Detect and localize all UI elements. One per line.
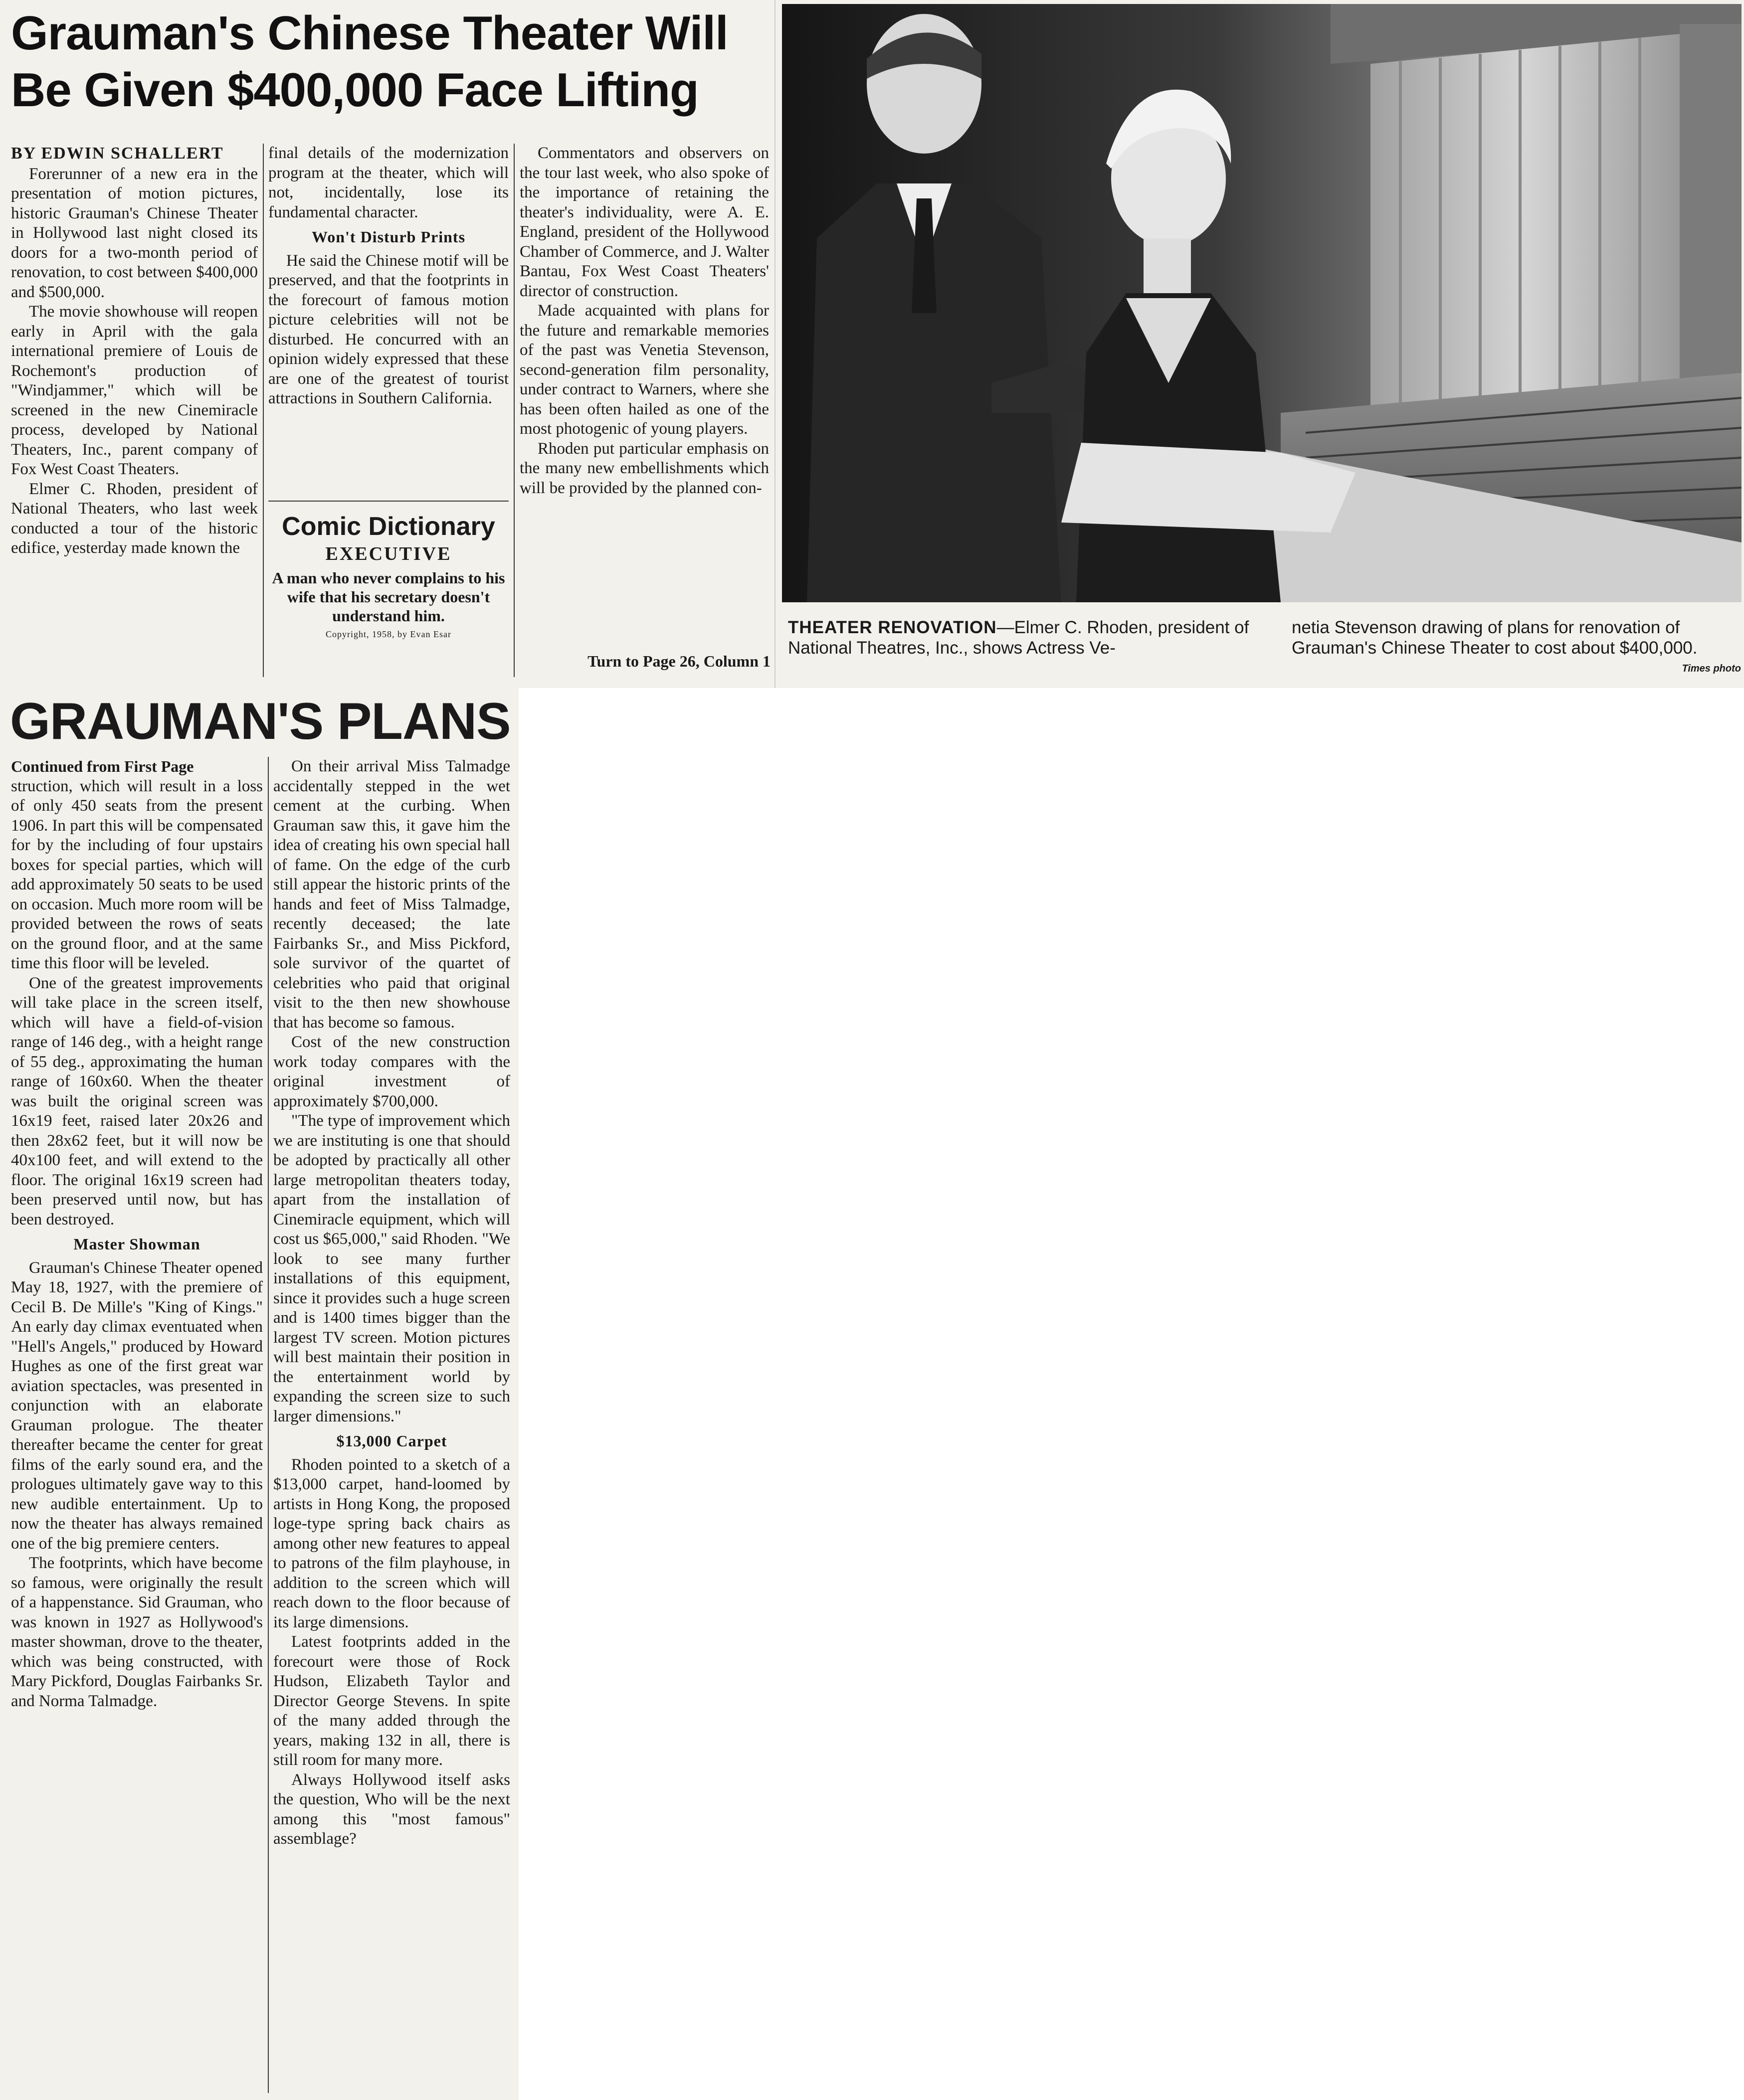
paragraph: struction, which will result in a loss of only 450 seats from the present 1906. In part this will be compensated for by the including of four upstairs boxes for special parties, which will add approximately 50 seats to be used on occasion. Much more room will be provided between the rows of seats on the ground floor, and at the same time this floor will be leveled. bbox=[11, 777, 263, 972]
paragraph: Commentators and observers on the tour last week, who also spoke of the importance of retaining the theater's individuality, were A. E. England, president of the Hollywood Chamber of Commerce, and J. Walter Bantau, Fox West Coast Theaters' director of construction. bbox=[520, 144, 769, 300]
plans-column-1 bbox=[11, 757, 263, 1711]
caption-right: netia Stevenson drawing of plans for renovation of Grauman's Chinese Theater to cost about $400,000. bbox=[1292, 618, 1698, 658]
graumans-plans-headline: GRAUMAN'S PLANS bbox=[10, 693, 511, 750]
front-page-clipping bbox=[0, 0, 1744, 688]
continued-from-label: Continued from First Page bbox=[11, 757, 194, 775]
caption-left bbox=[788, 617, 1252, 658]
comic-title: Comic Dictionary bbox=[282, 512, 495, 541]
story-column-2 bbox=[268, 144, 509, 409]
paragraph: Made acquainted with plans for the future and remarkable memories of the past was Venetia Stevenson, second-generation film personality, under contract to Warners, where she has been often hailed as one of the most photogenic of young players. bbox=[520, 302, 769, 438]
paragraph: Forerunner of a new era in the presentation of motion pictures, historic Grauman's Chinese Theater in Hollywood last night closed its doors for a two-month period of renovation, to cost between $400,000 and $500,000. bbox=[11, 165, 258, 301]
column-rule bbox=[268, 757, 269, 2093]
paragraph: Rhoden put particular emphasis on the many new embellishments which will be provided by the planned con- bbox=[520, 439, 769, 497]
column-rule bbox=[263, 144, 264, 677]
paragraph: One of the greatest improvements will take place in the screen itself, which will have a field-of-vision range of 146 deg., with a height range of 55 deg., approximating the human range of 160x60. When the theater was built the original screen was 16x19 feet, raised later 20x26 and then 28x62 feet, but it will now be 40x100 feet, and will extend to the floor. The original 16x19 screen had been preserved until now, but has been destroyed. bbox=[11, 974, 263, 1228]
photo-illustration bbox=[782, 4, 1742, 602]
photo-credit: Times photo bbox=[1682, 663, 1741, 674]
column-rule bbox=[514, 144, 515, 677]
subhead-wont-disturb-prints: Won't Disturb Prints bbox=[311, 228, 466, 246]
subhead-master-showman: Master Showman bbox=[73, 1235, 200, 1253]
paragraph: Latest footprints added in the forecourt were those of Rock Hudson, Elizabeth Taylor and Director George Stevens. In spite of the many added through the years, making 132 in all, there is still room for many more. bbox=[273, 1633, 510, 1769]
comic-box-rule bbox=[268, 501, 509, 502]
plans-column-2 bbox=[273, 757, 510, 1849]
paragraph: Elmer C. Rhoden, president of National Theaters, who last week conducted a tour of the historic edifice, yesterday made known the bbox=[11, 480, 258, 557]
caption-text-left: —Elmer C. Rhoden, president of National Theatres, Inc., shows Actress Ve- bbox=[788, 618, 1249, 658]
comic-dictionary-box bbox=[269, 511, 508, 640]
story-column-3 bbox=[520, 144, 769, 498]
comic-copyright: Copyright, 1958, by Evan Esar bbox=[326, 629, 451, 639]
continuation-clipping bbox=[0, 688, 519, 2100]
turn-to-page: Turn to Page 26, Column 1 bbox=[587, 652, 771, 670]
subhead-carpet: $13,000 Carpet bbox=[336, 1432, 447, 1450]
paragraph: On their arrival Miss Talmadge accidentally stepped in the wet cement at the curbing. When Grauman saw this, it gave him the idea of creating his own special hall of fame. On the edge of the curb still appear the historic prints of the hands and feet of Miss Talmadge, recently deceased; the late Fairbanks Sr., and Miss Pickford, sole survivor of the quartet of celebrities who paid that original visit to the then new showhouse that has become so famous. bbox=[273, 757, 510, 1032]
paragraph: The movie showhouse will reopen early in April with the gala international premiere of Louis de Rochemont's production of "Windjammer," which will be screened in the new Cinemiracle process, developed by National Theaters, Inc., parent company of Fox West Coast Theaters. bbox=[11, 303, 258, 478]
paragraph: The footprints, which have become so famous, were originally the result of a happenstance. Sid Grauman, who was known in 1927 as Hollywood's master showman, drove to the theater, which was being constructed, with Mary Pickford, Douglas Fairbanks Sr. and Norma Talmadge. bbox=[11, 1554, 263, 1710]
paragraph: Cost of the new construction work today compares with the original investment of approximately $700,000. bbox=[273, 1033, 510, 1110]
headline bbox=[11, 5, 769, 119]
headline-line-1: Grauman's Chinese Theater Will bbox=[11, 6, 728, 60]
story-column-1 bbox=[11, 144, 258, 558]
theater-renovation-photo bbox=[782, 4, 1742, 602]
paragraph: "The type of improvement which we are instituting is one that should be adopted by practically all other large metropolitan theaters today, apart from the installation of Cinemiracle equipment, which will cost us $65,000," said Rhoden. "We look to see many further installations of this equipment, since it provides such a huge screen and is 1400 times bigger than the largest TV screen. Motion pictures will best maintain their position in the entertainment world by expanding the screen size to such larger dimensions." bbox=[273, 1112, 510, 1425]
paragraph: He said the Chinese motif will be preserved, and that the footprints in the forecourt of famous motion picture celebrities will not be disturbed. He concurred with an opinion widely expressed that these are one of the greatest of tourist attractions in Southern California. bbox=[268, 251, 509, 407]
paragraph: Always Hollywood itself asks the question, Who will be the next among this "most famous" assemblage? bbox=[273, 1770, 510, 1848]
byline: BY EDWIN SCHALLERT bbox=[11, 144, 224, 163]
paragraph: Grauman's Chinese Theater opened May 18, 1927, with the premiere of Cecil B. De Mille's "King of Kings." An early day climax eventuated when "Hell's Angels," produced by Howard Hughes as one of the first great war aviation spectacles, was presented in conjunction with an elaborate Grauman prologue. The theater thereafter became the center for great films of the early sound era, and the prologues ultimately gave way to this new audible entertainment. Up to now the theater has always remained one of the big premiere centers. bbox=[11, 1258, 263, 1553]
paragraph: final details of the modernization program at the theater, which will not, incidentally, lose its fundamental character. bbox=[268, 144, 509, 221]
comic-word: EXECUTIVE bbox=[325, 543, 452, 564]
paragraph: Rhoden pointed to a sketch of a $13,000 carpet, hand-loomed by artists in Hong Kong, the proposed loge-type spring back chairs as among other new features to appeal to patrons of the film playhouse, in addition to the screen which will reach down to the floor because of its large dimensions. bbox=[273, 1455, 510, 1631]
comic-definition: A man who never complains to his wife that his secretary doesn't understand him. bbox=[272, 569, 505, 625]
headline-line-2: Be Given $400,000 Face Lifting bbox=[11, 63, 699, 117]
caption-lead: THEATER RENOVATION bbox=[788, 618, 997, 637]
